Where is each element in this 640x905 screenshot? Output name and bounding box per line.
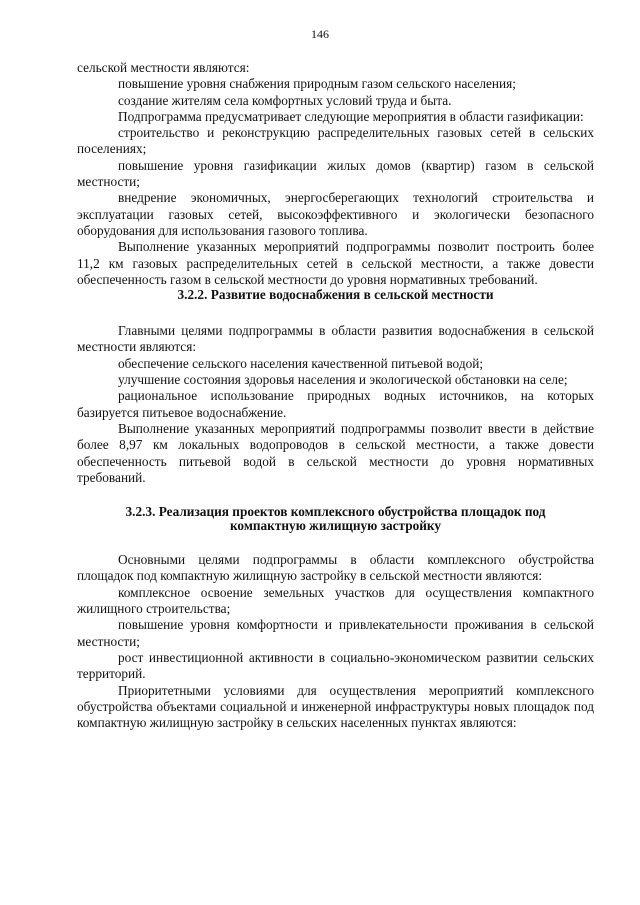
section-heading-3-2-2: 3.2.2. Развитие водоснабжения в сельской местности [177, 287, 494, 303]
paragraph: сельской местности являются: [77, 60, 250, 75]
paragraph: создание жителям села комфортных условий труда и быта. [118, 92, 452, 108]
paragraph: Выполнение указанных мероприятий подпрограммы позволит ввести в действие более 8,97 км локальных водопроводов в сельской местности, а также довести обеспеченность питьевой водой в сельской местности до уровня нормативных требований. [77, 420, 594, 485]
spacer [77, 533, 594, 552]
paragraph: повышение уровня комфортности и привлекательности проживания в сельской местности; [77, 617, 594, 649]
section-heading-3-2-3-line1: 3.2.3. Реализация проектов комплексного обустройства площадок под [125, 504, 546, 520]
paragraph: рост инвестиционной активности в социально-экономическом развитии сельских территорий. [77, 649, 594, 682]
spacer [77, 302, 594, 323]
paragraph: Подпрограмма предусматривает следующие мероприятия в области газификации: [118, 108, 584, 124]
paragraph: Выполнение указанных мероприятий подпрограммы позволит построить более 11,2 км газовых распределительных сетей в сельской местности, а также довести обеспеченность газом в сельской местности до уровня нормативных требований. [77, 239, 594, 287]
paragraph: Основными целями подпрограммы в области комплексного обустройства площадок под компактную жилищную застройку в сельской местности являются: [77, 552, 594, 584]
paragraph: внедрение экономичных, энергосберегающих технологий строительства и эксплуатации газовых сетей, высокоэффективного и экологически безопасного оборудования для использования газового топлива. [77, 190, 594, 238]
document-body [77, 60, 594, 731]
paragraph: рациональное использование природных водных источников, на которых базируется питьевое водоснабжение. [77, 388, 594, 420]
paragraph: Приоритетными условиями для осуществления мероприятий комплексного обустройства объектами социальной и инженерной инфраструктуры новых площадок под компактную жилищную застройку в сельских населенных пунктах являются: [77, 682, 594, 731]
paragraph: повышение уровня газификации жилых домов (квартир) газом в сельской местности; [77, 157, 594, 190]
section-heading-3-2-3-line2: компактную жилищную застройку [229, 518, 442, 534]
paragraph: повышение уровня снабжения природным газом сельского населения; [118, 76, 516, 92]
paragraph: обеспечение сельского населения качественной питьевой водой; [118, 355, 484, 371]
paragraph: улучшение состояния здоровья населения и экологической обстановки на селе; [118, 372, 568, 388]
paragraph: строительство и реконструкцию распределительных газовых сетей в сельских поселениях; [77, 125, 594, 157]
spacer [77, 486, 594, 505]
page-number: 146 [311, 27, 329, 41]
paragraph: комплексное освоение земельных участков для осуществления компактного жилищного строительства; [77, 584, 594, 617]
paragraph: Главными целями подпрограммы в области развития водоснабжения в сельской местности являются: [77, 323, 594, 355]
